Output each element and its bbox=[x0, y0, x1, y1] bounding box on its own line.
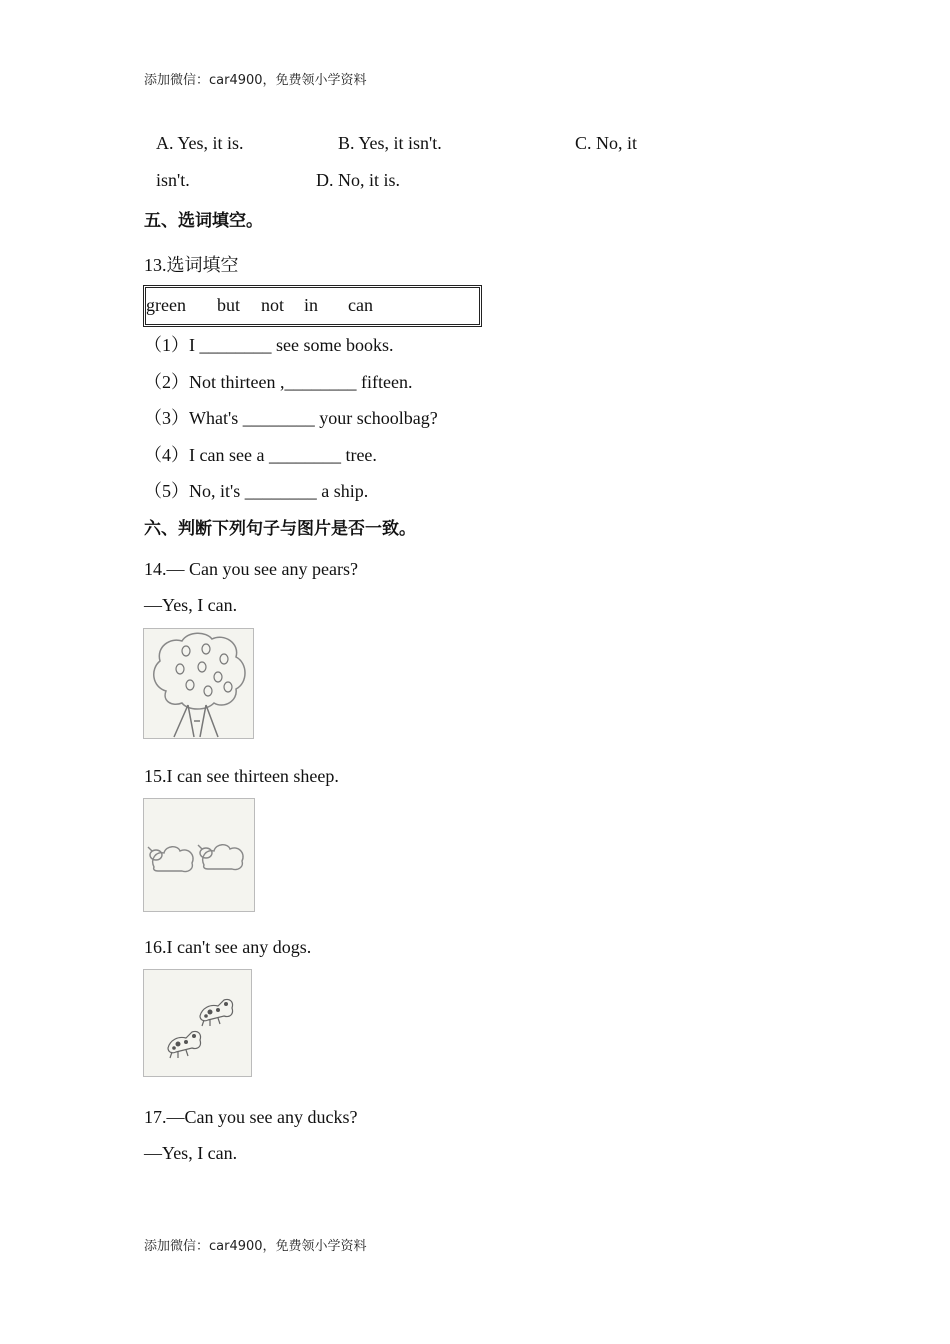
word-bank-word: not bbox=[261, 295, 285, 315]
word-bank-box bbox=[143, 285, 482, 327]
option-a: A. Yes, it is. bbox=[156, 133, 244, 153]
word-bank-word: can bbox=[348, 295, 373, 315]
word-bank-word: but bbox=[217, 295, 241, 315]
section-six-title: 六、判断下列句子与图片是否一致。 bbox=[144, 519, 416, 539]
option-d: D. No, it is. bbox=[316, 170, 401, 190]
question-16-line-1: 16.I can't see any dogs. bbox=[144, 937, 312, 957]
section-five-title: 五、选词填空。 bbox=[144, 211, 263, 231]
page-header: 添加微信：car4900，免费领小学资料 bbox=[144, 73, 367, 88]
word-bank-word: green bbox=[146, 295, 186, 315]
q13-item-3: （3）What's ________ your schoolbag? bbox=[144, 408, 438, 428]
question-14-line-2: —Yes, I can. bbox=[144, 595, 238, 615]
option-c: C. No, it bbox=[575, 133, 638, 153]
option-c-continued: isn't. bbox=[156, 170, 190, 190]
q13-item-1: （1）I ________ see some books. bbox=[144, 335, 394, 355]
word-bank-word: in bbox=[304, 295, 319, 315]
sheep-image bbox=[143, 798, 255, 912]
question-15-line-1: 15.I can see thirteen sheep. bbox=[144, 766, 339, 786]
pear-tree-image bbox=[143, 628, 254, 739]
q13-item-4: （4）I can see a ________ tree. bbox=[144, 445, 377, 465]
page-footer: 添加微信：car4900，免费领小学资料 bbox=[144, 1239, 367, 1254]
q13-item-2: （2）Not thirteen ,________ fifteen. bbox=[144, 372, 413, 392]
question-13-title: 13.选词填空 bbox=[144, 255, 239, 275]
question-17-line-2: —Yes, I can. bbox=[144, 1143, 238, 1163]
q13-item-5: （5）No, it's ________ a ship. bbox=[144, 481, 369, 501]
option-b: B. Yes, it isn't. bbox=[338, 133, 442, 153]
question-17-line-1: 17.—Can you see any ducks? bbox=[144, 1107, 358, 1127]
question-14-line-1: 14.— Can you see any pears? bbox=[144, 559, 358, 579]
dogs-image bbox=[143, 969, 252, 1077]
